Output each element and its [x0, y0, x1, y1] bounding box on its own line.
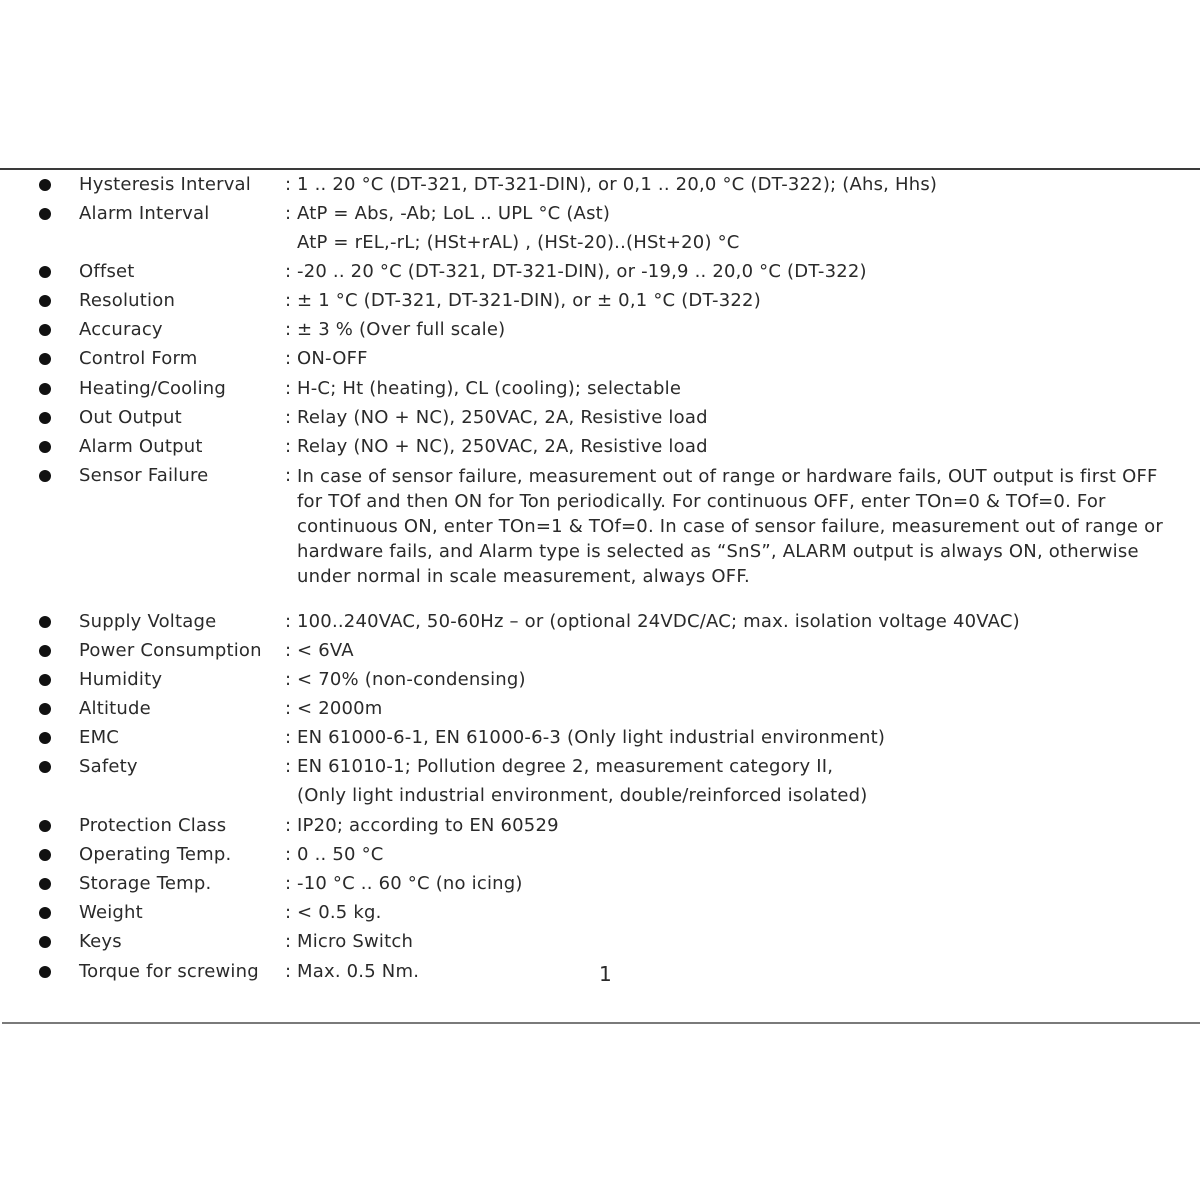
bullet-icon — [39, 470, 51, 482]
spec-value-line: < 6VA — [297, 640, 354, 661]
spec-value-line: under normal in scale measurement, always OFF. — [297, 566, 750, 587]
spec-value — [297, 930, 413, 954]
bullet-icon — [39, 878, 51, 890]
spec-label: Sensor Failure — [79, 465, 209, 486]
bullet-icon — [39, 266, 51, 278]
spec-value-line: 1 .. 20 °C (DT-321, DT-321-DIN), or 0,1 .. 20,0 °C (DT-322); (Ahs, Hhs) — [297, 174, 938, 195]
bullet-icon — [39, 616, 51, 628]
spec-separator: : — [285, 436, 292, 457]
spec-value-line: -10 °C .. 60 °C (no icing) — [297, 873, 523, 894]
spec-value — [297, 406, 708, 430]
spec-separator: : — [285, 902, 292, 923]
bullet-icon — [39, 820, 51, 832]
bullet-icon — [39, 324, 51, 336]
bullet-icon — [39, 179, 51, 191]
spec-value-line: Micro Switch — [297, 931, 414, 952]
spec-value-line: EN 61000-6-1, EN 61000-6-3 (Only light industrial environment) — [297, 727, 886, 748]
spec-label: Control Form — [79, 348, 198, 369]
page-number: 1 — [599, 962, 612, 986]
spec-label: Power Consumption — [79, 640, 262, 661]
spec-label: Resolution — [79, 290, 176, 311]
spec-label: Torque for screwing — [79, 961, 259, 982]
spec-label: Keys — [79, 931, 122, 952]
spec-label: Humidity — [79, 669, 163, 690]
spec-separator: : — [285, 931, 292, 952]
spec-value — [297, 435, 708, 459]
spec-value — [297, 377, 681, 401]
spec-separator: : — [285, 378, 292, 399]
spec-separator: : — [285, 203, 292, 224]
spec-separator: : — [285, 669, 292, 690]
spec-value-line: AtP = rEL,-rL; (HSt+rAL) , (HSt-20)..(HSt+20) °C — [297, 232, 740, 253]
spec-value-line: < 0.5 kg. — [297, 902, 382, 923]
spec-value-line: Relay (NO + NC), 250VAC, 2A, Resistive load — [297, 407, 708, 428]
spec-separator: : — [285, 174, 292, 195]
spec-separator: : — [285, 261, 292, 282]
spec-label: Alarm Interval — [79, 203, 210, 224]
spec-separator: : — [285, 698, 292, 719]
spec-label: Protection Class — [79, 815, 227, 836]
spec-value-line: < 70% (non-condensing) — [297, 669, 526, 690]
spec-value — [297, 173, 937, 197]
spec-separator: : — [285, 407, 292, 428]
spec-label: Out Output — [79, 407, 182, 428]
spec-value-line: -20 .. 20 °C (DT-321, DT-321-DIN), or -19,9 .. 20,0 °C (DT-322) — [297, 261, 867, 282]
spec-value-line: for TOf and then ON for Ton periodically. For continuous OFF, enter TOn=0 & TOf=0. For — [297, 491, 1106, 512]
spec-separator: : — [285, 815, 292, 836]
bullet-icon — [39, 353, 51, 365]
spec-value — [297, 755, 867, 808]
spec-value-line: (Only light industrial environment, double/reinforced isolated) — [297, 785, 868, 806]
spec-label: Storage Temp. — [79, 873, 212, 894]
spec-value — [297, 289, 761, 313]
spec-value — [297, 668, 526, 692]
bullet-icon — [39, 761, 51, 773]
spec-value-line: continuous ON, enter TOn=1 & TOf=0. In case of sensor failure, measurement out of range or — [297, 516, 1163, 537]
spec-label: Weight — [79, 902, 143, 923]
bottom-rule — [2, 1022, 1200, 1024]
spec-value — [297, 347, 368, 371]
spec-value — [297, 260, 867, 284]
spec-value — [297, 464, 1163, 589]
spec-value-line: hardware fails, and Alarm type is selected as “SnS”, ALARM output is always ON, otherwise — [297, 541, 1139, 562]
bullet-icon — [39, 295, 51, 307]
bullet-icon — [39, 208, 51, 220]
spec-separator: : — [285, 727, 292, 748]
bullet-icon — [39, 936, 51, 948]
spec-value — [297, 639, 354, 663]
spec-value — [297, 814, 559, 838]
spec-label: Altitude — [79, 698, 151, 719]
spec-separator: : — [285, 640, 292, 661]
spec-label: EMC — [79, 727, 120, 748]
spec-label: Safety — [79, 756, 138, 777]
bullet-icon — [39, 674, 51, 686]
spec-separator: : — [285, 348, 292, 369]
spec-value-line: Max. 0.5 Nm. — [297, 961, 420, 982]
spec-label: Offset — [79, 261, 135, 282]
bullet-icon — [39, 412, 51, 424]
spec-value-line: 100..240VAC, 50-60Hz – or (optional 24VDC/AC; max. isolation voltage 40VAC) — [297, 611, 1020, 632]
spec-label: Alarm Output — [79, 436, 203, 457]
spec-value — [297, 726, 885, 750]
spec-separator: : — [285, 319, 292, 340]
bullet-icon — [39, 645, 51, 657]
spec-value — [297, 901, 382, 925]
spec-value — [297, 697, 383, 721]
spec-value-line: H-C; Ht (heating), CL (cooling); selectable — [297, 378, 682, 399]
spec-value — [297, 318, 505, 342]
spec-value-line: IP20; according to EN 60529 — [297, 815, 559, 836]
spec-value — [297, 610, 1020, 634]
spec-value-line: Relay (NO + NC), 250VAC, 2A, Resistive load — [297, 436, 708, 457]
spec-value-line: ± 3 % (Over full scale) — [297, 319, 506, 340]
spec-label: Operating Temp. — [79, 844, 232, 865]
spec-separator: : — [285, 844, 292, 865]
bullet-icon — [39, 703, 51, 715]
spec-value — [297, 843, 384, 867]
spec-value-line: In case of sensor failure, measurement out of range or hardware fails, OUT output is first OFF — [297, 466, 1158, 487]
spec-value — [297, 872, 523, 896]
spec-label: Supply Voltage — [79, 611, 217, 632]
bullet-icon — [39, 966, 51, 978]
spec-value-line: 0 .. 50 °C — [297, 844, 384, 865]
spec-label: Accuracy — [79, 319, 163, 340]
bullet-icon — [39, 383, 51, 395]
bullet-icon — [39, 441, 51, 453]
spec-value — [297, 960, 419, 984]
spec-label: Heating/Cooling — [79, 378, 227, 399]
spec-separator: : — [285, 961, 292, 982]
top-rule — [0, 168, 1200, 170]
spec-value-line: < 2000m — [297, 698, 383, 719]
spec-value — [297, 202, 740, 255]
spec-value-line: EN 61010-1; Pollution degree 2, measurement category II, — [297, 756, 834, 777]
spec-label: Hysteresis Interval — [79, 174, 251, 195]
spec-separator: : — [285, 873, 292, 894]
spec-separator: : — [285, 756, 292, 777]
spec-separator: : — [285, 611, 292, 632]
bullet-icon — [39, 907, 51, 919]
spec-value-line: AtP = Abs, -Ab; LoL .. UPL °C (Ast) — [297, 203, 611, 224]
spec-value-line: ± 1 °C (DT-321, DT-321-DIN), or ± 0,1 °C (DT-322) — [297, 290, 761, 311]
spec-separator: : — [285, 290, 292, 311]
spec-separator: : — [285, 465, 292, 486]
bullet-icon — [39, 849, 51, 861]
bullet-icon — [39, 732, 51, 744]
spec-value-line: ON-OFF — [297, 348, 368, 369]
